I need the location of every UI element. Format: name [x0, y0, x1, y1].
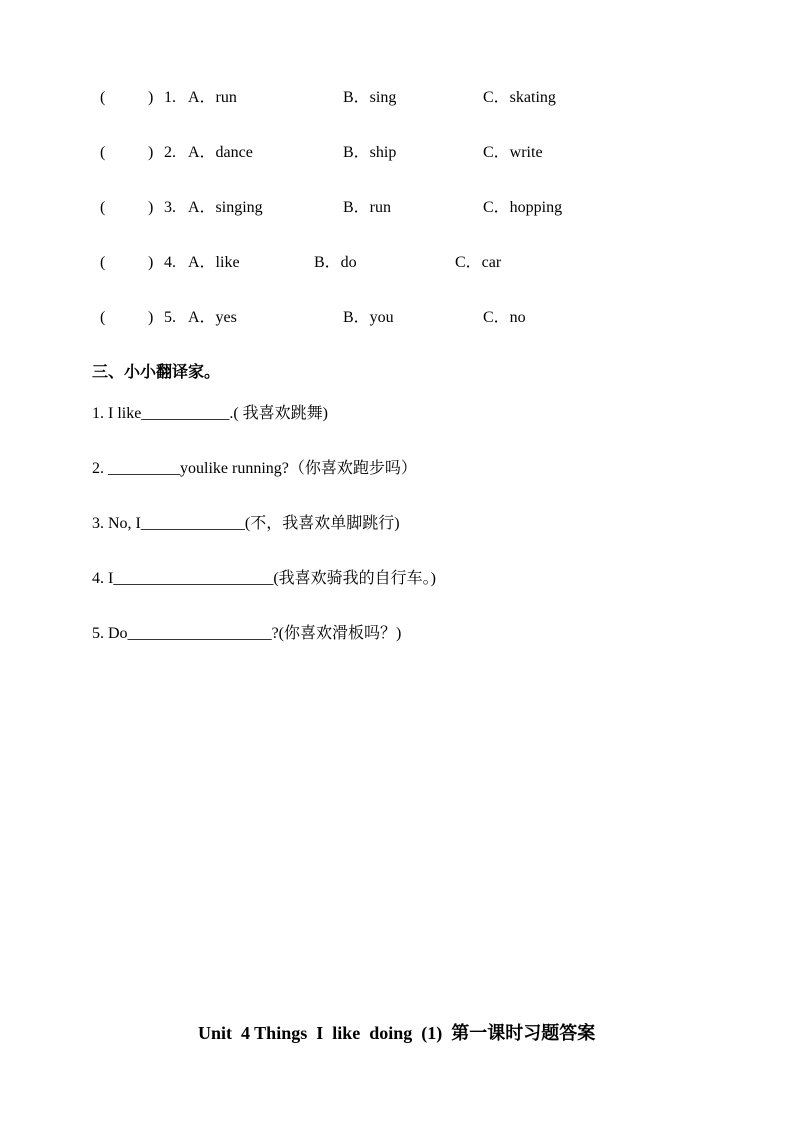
option-c: C．hopping	[483, 199, 563, 216]
option-c: C．write	[483, 144, 543, 161]
question-number: 3.	[164, 199, 176, 216]
option-b: B．run	[343, 199, 392, 216]
translation-line-5	[92, 624, 401, 644]
line-suffix: (不，我喜欢单脚跳行)	[244, 515, 400, 532]
answer-blank: ___________	[141, 405, 230, 422]
translation-line-3	[92, 514, 400, 534]
option-c: C．no	[483, 309, 526, 326]
translation-line-1	[92, 404, 328, 424]
line-prefix: 2.	[92, 460, 108, 477]
option-a: A．yes	[188, 309, 237, 326]
option-a: A．dance	[188, 144, 253, 161]
line-suffix: ?(你喜欢滑板吗？)	[271, 625, 402, 642]
line-suffix: .( 我喜欢跳舞)	[229, 405, 328, 422]
option-b: B．ship	[343, 144, 397, 161]
answer-key-title: Unit 4 Things I like doing (1) 第一课时习题答案	[198, 1023, 596, 1043]
option-c: C．skating	[483, 89, 556, 106]
option-b: B．you	[343, 309, 394, 326]
answer-bracket-close: )	[148, 309, 154, 326]
line-prefix: 3. No, I	[92, 515, 141, 532]
answer-bracket-open: (	[100, 144, 106, 161]
answer-bracket-open: (	[100, 254, 106, 271]
section-heading: 三、小小翻译家。	[92, 364, 221, 381]
question-number: 1.	[164, 89, 176, 106]
answer-bracket-open: (	[100, 89, 106, 106]
answer-bracket-open: (	[100, 199, 106, 216]
answer-blank: __________________	[127, 625, 272, 642]
question-number: 2.	[164, 144, 176, 161]
option-c: C．car	[455, 254, 502, 271]
answer-blank: _____________	[140, 515, 245, 532]
answer-bracket-close: )	[148, 144, 154, 161]
translation-line-4	[92, 569, 436, 589]
option-a: A．run	[188, 89, 237, 106]
answer-blank: _________	[108, 460, 180, 477]
line-suffix: (我喜欢骑我的自行车。)	[273, 570, 436, 587]
line-suffix: youlike running?（你喜欢跑步吗）	[180, 460, 417, 477]
translation-line-2	[92, 459, 417, 479]
option-b: B．sing	[343, 89, 397, 106]
line-prefix: 4. I	[92, 570, 114, 587]
answer-bracket-close: )	[148, 199, 154, 216]
answer-bracket-close: )	[148, 254, 154, 271]
option-b: B．do	[314, 254, 357, 271]
question-number: 4.	[164, 254, 176, 271]
answer-bracket-close: )	[148, 89, 154, 106]
answer-blank: ____________________	[113, 570, 274, 587]
line-prefix: 1. I like	[92, 405, 142, 422]
answer-bracket-open: (	[100, 309, 106, 326]
option-a: A．like	[188, 254, 240, 271]
question-number: 5.	[164, 309, 176, 326]
option-a: A．singing	[188, 199, 263, 216]
line-prefix: 5. Do	[92, 625, 128, 642]
